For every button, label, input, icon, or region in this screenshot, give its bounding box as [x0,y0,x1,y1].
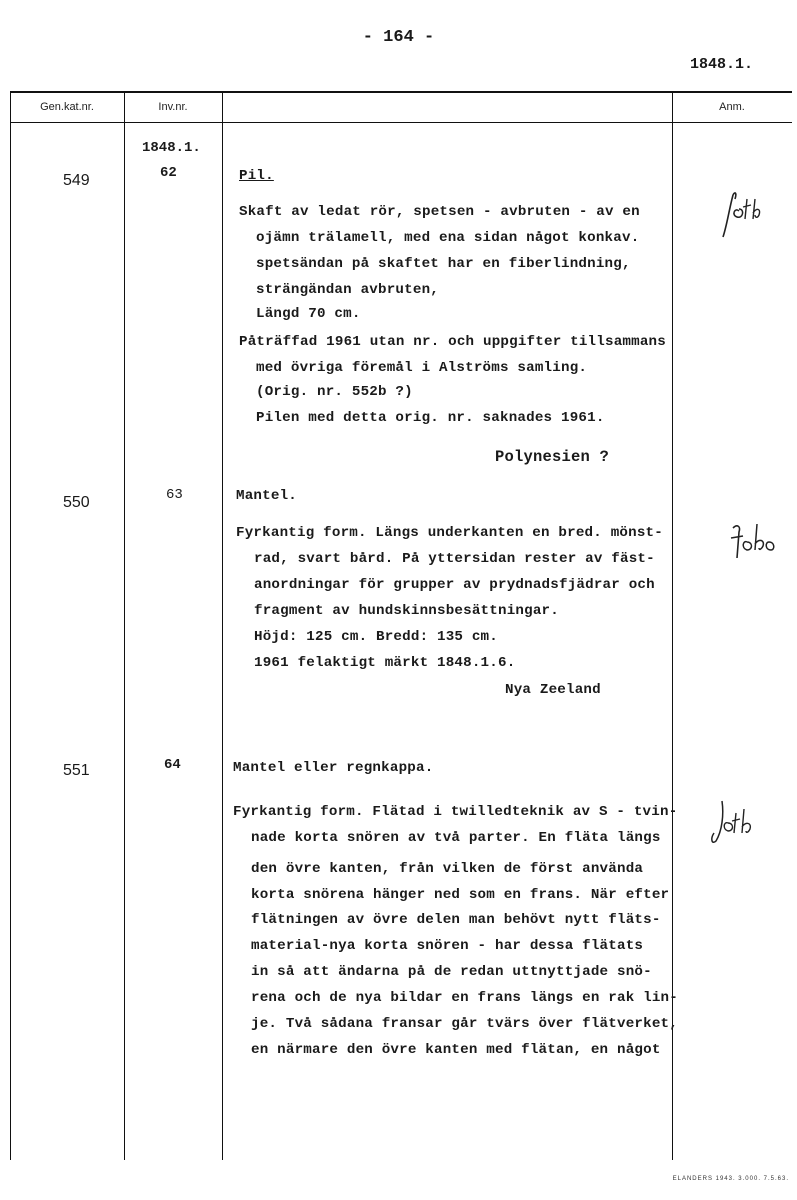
description-line: nade korta snören av två parter. En fläta längs [251,830,661,846]
description-line: med övriga föremål i Alströms samling. [256,360,588,376]
entry-title: Mantel eller regnkappa. [233,760,434,776]
foto-signature-icon [715,185,785,245]
description-line: Höjd: 125 cm. Bredd: 135 cm. [254,629,498,645]
header-reference: 1848.1. [689,56,753,73]
column-divider-left [10,92,11,1160]
description-line: Påträffad 1961 utan nr. och uppgifter tillsammans [239,334,666,350]
description-line: Skaft av ledat rör, spetsen - avbruten - av en [239,204,640,220]
column-divider-gen-inv [124,92,125,1160]
description-line: rena och de nya bildar en frans längs en rak lin- [251,990,678,1006]
description-line: en närmare den övre kanten med flätan, en något [251,1042,661,1058]
description-line: korta snörena hänger ned som en frans. När efter [251,887,670,903]
column-header-inv-nr: Inv.nr. [158,101,188,113]
entry-title: Pil. [239,168,274,184]
description-line: (Orig. nr. 552b ?) [256,384,413,400]
printer-mark: ELANDERS 1943. 3.000. 7.5.63. [672,1176,789,1182]
description-line: ojämn trälamell, med ena sidan något konkav. [256,230,640,246]
column-header-anm: Anm. [719,101,745,113]
gen-kat-nr: 549 [63,172,90,189]
column-divider-inv-desc [222,92,223,1160]
description-line: strängändan avbruten, [256,282,439,298]
column-header-gen-kat-nr: Gen.kat.nr. [40,101,94,113]
description-line: Fyrkantig form. Flätad i twilledteknik av S - tvin- [233,804,678,820]
description-line: fragment av hundskinnsbesättningar. [254,603,559,619]
description-line: in så att ändarna på de redan uttnyttjade snö- [251,964,652,980]
inv-nr: 64 [164,757,181,773]
inv-nr: 63 [166,487,183,503]
entry-title: Mantel. [236,488,297,504]
description-line: rad, svart bård. På yttersidan rester av fäst- [254,551,655,567]
description-line: flätningen av övre delen man behövt nytt fläts- [251,912,661,928]
foto-signature-icon [725,518,795,568]
inv-prefix: 1848.1. [142,140,201,156]
description-line: Fyrkantig form. Längs underkanten en bred. mönst- [236,525,663,541]
description-line: material-nya korta snören - har dessa flätats [251,938,644,954]
foto-signature-icon [700,795,760,855]
description-line: Pilen med detta orig. nr. saknades 1961. [256,410,605,426]
description-line: spetsändan på skaftet har en fiberlindning, [256,256,631,272]
table-top-rule [10,91,792,93]
description-line: 1961 felaktigt märkt 1848.1.6. [254,655,516,671]
origin: Polynesien ? [495,448,610,466]
inv-nr: 62 [160,165,177,181]
description-line: den övre kanten, från vilken de först använda [251,861,644,877]
header-bottom-rule [10,122,792,123]
page-number: - 164 - [362,28,435,47]
description-line: anordningar för grupper av prydnadsfjädrar och [254,577,655,593]
description-line: je. Två sådana fransar går tvärs över flätverket, [251,1016,678,1032]
gen-kat-nr: 551 [63,762,90,779]
origin: Nya Zeeland [505,682,601,698]
gen-kat-nr: 550 [63,494,90,511]
description-line: Längd 70 cm. [256,306,361,322]
